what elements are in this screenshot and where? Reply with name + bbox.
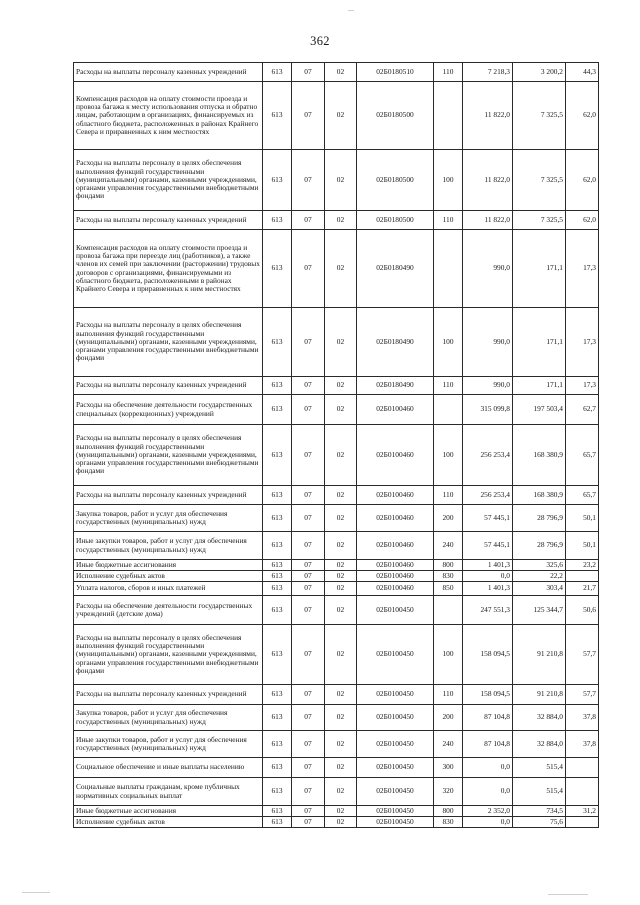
cell-description: Расходы на выплаты персоналу в целях обеспечения выполнения функций государственными (муниципальными) органами, казенными учреждениями, органами управления государственными внебюджетными фондами [74,425,263,486]
cell-expense-kind: 800 [434,560,463,571]
cell-subsection: 02 [325,150,357,211]
cell-actual-amount: 91 210,8 [513,685,566,705]
table-row [74,596,599,625]
cell-target-article: 02Б0180490 [357,377,434,395]
cell-target-article: 02Б0180490 [357,308,434,377]
cell-actual-amount: 171,1 [513,230,566,308]
table-row [74,685,599,705]
cell-ministry-code: 613 [263,806,292,817]
cell-ministry-code: 613 [263,308,292,377]
cell-planned-amount: 7 218,3 [463,63,513,82]
cell-target-article: 02Б0100450 [357,596,434,625]
cell-planned-amount: 0,0 [463,778,513,806]
cell-target-article: 02Б0100460 [357,560,434,571]
cell-target-article: 02Б0100450 [357,758,434,778]
cell-subsection: 02 [325,395,357,425]
cell-target-article: 02Б0100450 [357,731,434,758]
cell-section: 07 [292,731,325,758]
cell-expense-kind: 300 [434,758,463,778]
cell-target-article: 02Б0180500 [357,150,434,211]
cell-ministry-code: 613 [263,705,292,731]
cell-section: 07 [292,82,325,150]
cell-section: 07 [292,211,325,230]
cell-actual-amount: 325,6 [513,560,566,571]
cell-section: 07 [292,758,325,778]
cell-section: 07 [292,625,325,685]
table-row [74,377,599,395]
cell-execution-percent: 21,7 [566,582,599,596]
cell-subsection: 02 [325,63,357,82]
cell-expense-kind [434,82,463,150]
cell-target-article: 02Б0100460 [357,505,434,532]
cell-description: Иные закупки товаров, работ и услуг для обеспечения государственных (муниципальных) нужд [74,532,263,560]
cell-expense-kind: 830 [434,817,463,828]
cell-subsection: 02 [325,425,357,486]
cell-target-article: 02Б0100460 [357,582,434,596]
cell-description: Исполнение судебных актов [74,571,263,582]
page-number: 362 [310,34,330,48]
cell-ministry-code: 613 [263,778,292,806]
cell-target-article: 02Б0100460 [357,571,434,582]
cell-description: Закупка товаров, работ и услуг для обеспечения государственных (муниципальных) нужд [74,505,263,532]
cell-description: Расходы на выплаты персоналу казенных учреждений [74,211,263,230]
cell-execution-percent: 37,8 [566,705,599,731]
cell-expense-kind: 110 [434,685,463,705]
cell-section: 07 [292,532,325,560]
scan-artifact [22,892,50,893]
cell-section: 07 [292,395,325,425]
cell-target-article: 02Б0180510 [357,63,434,82]
cell-subsection: 02 [325,731,357,758]
cell-planned-amount: 57 445,1 [463,505,513,532]
table-row [74,817,599,828]
cell-execution-percent: 62,0 [566,150,599,211]
cell-expense-kind: 110 [434,63,463,82]
cell-actual-amount: 168 380,9 [513,425,566,486]
cell-subsection: 02 [325,82,357,150]
cell-section: 07 [292,230,325,308]
cell-description: Расходы на выплаты персоналу в целях обеспечения выполнения функций государственными (муниципальными) органами, казенными учреждениями, органами управления государственными внебюджетными фондами [74,150,263,211]
cell-ministry-code: 613 [263,82,292,150]
cell-subsection: 02 [325,211,357,230]
cell-target-article: 02Б0180490 [357,230,434,308]
cell-actual-amount: 7 325,5 [513,150,566,211]
cell-subsection: 02 [325,377,357,395]
cell-expense-kind: 100 [434,308,463,377]
table-row [74,211,599,230]
cell-subsection: 02 [325,705,357,731]
cell-ministry-code: 613 [263,63,292,82]
cell-subsection: 02 [325,532,357,560]
cell-ministry-code: 613 [263,532,292,560]
cell-expense-kind: 100 [434,425,463,486]
cell-subsection: 02 [325,486,357,505]
cell-actual-amount: 515,4 [513,758,566,778]
cell-planned-amount: 1 401,3 [463,582,513,596]
cell-execution-percent: 44,3 [566,63,599,82]
cell-actual-amount: 171,1 [513,377,566,395]
cell-execution-percent [566,778,599,806]
cell-execution-percent: 17,3 [566,377,599,395]
table-row [74,505,599,532]
cell-execution-percent: 17,3 [566,230,599,308]
cell-section: 07 [292,571,325,582]
table-row [74,582,599,596]
cell-actual-amount: 32 884,0 [513,731,566,758]
cell-ministry-code: 613 [263,395,292,425]
cell-planned-amount: 158 094,5 [463,685,513,705]
cell-description: Расходы на выплаты персоналу казенных учреждений [74,63,263,82]
cell-description: Расходы на выплаты персоналу в целях обеспечения выполнения функций государственными (муниципальными) органами, казенными учреждениями, органами управления государственными внебюджетными фондами [74,625,263,685]
cell-expense-kind: 100 [434,150,463,211]
cell-actual-amount: 28 796,9 [513,505,566,532]
cell-ministry-code: 613 [263,505,292,532]
cell-execution-percent: 50,1 [566,505,599,532]
cell-ministry-code: 613 [263,377,292,395]
cell-execution-percent: 65,7 [566,425,599,486]
cell-subsection: 02 [325,571,357,582]
table-row [74,63,599,82]
cell-execution-percent: 23,2 [566,560,599,571]
scan-artifact [548,894,588,895]
cell-actual-amount: 91 210,8 [513,625,566,685]
cell-planned-amount: 57 445,1 [463,532,513,560]
cell-section: 07 [292,486,325,505]
cell-ministry-code: 613 [263,150,292,211]
cell-actual-amount: 171,1 [513,308,566,377]
cell-description: Уплата налогов, сборов и иных платежей [74,582,263,596]
cell-subsection: 02 [325,778,357,806]
cell-actual-amount: 75,6 [513,817,566,828]
cell-execution-percent: 62,7 [566,395,599,425]
cell-expense-kind: 110 [434,211,463,230]
cell-subsection: 02 [325,596,357,625]
cell-section: 07 [292,596,325,625]
table-row [74,150,599,211]
cell-planned-amount: 0,0 [463,817,513,828]
cell-execution-percent: 57,7 [566,685,599,705]
cell-expense-kind [434,230,463,308]
cell-target-article: 02Б0100460 [357,486,434,505]
cell-planned-amount: 990,0 [463,230,513,308]
cell-subsection: 02 [325,308,357,377]
table-row [74,230,599,308]
cell-execution-percent [566,817,599,828]
cell-description: Расходы на обеспечение деятельности государственных учреждений (детские дома) [74,596,263,625]
cell-execution-percent: 50,1 [566,532,599,560]
cell-ministry-code: 613 [263,560,292,571]
cell-planned-amount: 87 104,8 [463,705,513,731]
cell-subsection: 02 [325,817,357,828]
cell-section: 07 [292,150,325,211]
cell-planned-amount: 990,0 [463,377,513,395]
table-row [74,308,599,377]
cell-ministry-code: 613 [263,685,292,705]
cell-subsection: 02 [325,505,357,532]
cell-description: Расходы на обеспечение деятельности государственных специальных (коррекционных) учреждений [74,395,263,425]
cell-target-article: 02Б0100450 [357,778,434,806]
cell-ministry-code: 613 [263,817,292,828]
cell-actual-amount: 734,5 [513,806,566,817]
table-row [74,532,599,560]
cell-planned-amount: 158 094,5 [463,625,513,685]
cell-section: 07 [292,63,325,82]
cell-expense-kind: 200 [434,505,463,532]
cell-target-article: 02Б0100460 [357,425,434,486]
cell-expense-kind: 800 [434,806,463,817]
cell-ministry-code: 613 [263,425,292,486]
cell-description: Иные бюджетные ассигнования [74,806,263,817]
cell-ministry-code: 613 [263,731,292,758]
cell-execution-percent: 37,8 [566,731,599,758]
cell-target-article: 02Б0100450 [357,625,434,685]
cell-execution-percent [566,758,599,778]
cell-actual-amount: 125 344,7 [513,596,566,625]
cell-description: Расходы на выплаты персоналу казенных учреждений [74,685,263,705]
cell-description: Расходы на выплаты персоналу в целях обеспечения выполнения функций государственными (муниципальными) органами, казенными учреждениями, органами управления государственными внебюджетными фондами [74,308,263,377]
cell-execution-percent: 62,0 [566,211,599,230]
scan-artifact [348,10,354,11]
cell-ministry-code: 613 [263,758,292,778]
cell-section: 07 [292,425,325,486]
cell-description: Иные закупки товаров, работ и услуг для обеспечения государственных (муниципальных) нужд [74,731,263,758]
cell-section: 07 [292,778,325,806]
table-row [74,731,599,758]
cell-section: 07 [292,685,325,705]
cell-expense-kind: 240 [434,731,463,758]
cell-planned-amount: 0,0 [463,758,513,778]
table-row [74,395,599,425]
cell-section: 07 [292,705,325,731]
cell-ministry-code: 613 [263,582,292,596]
cell-expense-kind: 110 [434,377,463,395]
cell-subsection: 02 [325,806,357,817]
cell-subsection: 02 [325,625,357,685]
cell-planned-amount: 11 822,0 [463,150,513,211]
table-row [74,625,599,685]
cell-actual-amount: 3 200,2 [513,63,566,82]
cell-expense-kind: 200 [434,705,463,731]
cell-target-article: 02Б0100460 [357,395,434,425]
cell-ministry-code: 613 [263,571,292,582]
cell-expense-kind [434,596,463,625]
cell-description: Закупка товаров, работ и услуг для обеспечения государственных (муниципальных) нужд [74,705,263,731]
table-row [74,486,599,505]
cell-ministry-code: 613 [263,625,292,685]
table-row [74,806,599,817]
cell-ministry-code: 613 [263,211,292,230]
cell-description: Компенсация расходов на оплату стоимости проезда и провоза багажа к месту использования отпуска и обратно лицам, работающим в организациях, финансируемых из областного бюджета, расположенных в районах Крайнего Севера и приравненных к ним местностях [74,82,263,150]
cell-ministry-code: 613 [263,230,292,308]
cell-target-article: 02Б0100450 [357,705,434,731]
cell-actual-amount: 28 796,9 [513,532,566,560]
cell-subsection: 02 [325,582,357,596]
cell-actual-amount: 32 884,0 [513,705,566,731]
cell-planned-amount: 2 352,0 [463,806,513,817]
cell-description: Расходы на выплаты персоналу казенных учреждений [74,377,263,395]
cell-ministry-code: 613 [263,596,292,625]
cell-expense-kind: 240 [434,532,463,560]
cell-execution-percent: 62,0 [566,82,599,150]
cell-planned-amount: 256 253,4 [463,425,513,486]
table-row [74,705,599,731]
table-row [74,82,599,150]
cell-actual-amount: 168 380,9 [513,486,566,505]
cell-section: 07 [292,560,325,571]
table-row [74,778,599,806]
table-row [74,571,599,582]
cell-planned-amount: 247 551,3 [463,596,513,625]
cell-description: Расходы на выплаты персоналу казенных учреждений [74,486,263,505]
cell-execution-percent: 17,3 [566,308,599,377]
cell-planned-amount: 315 099,8 [463,395,513,425]
cell-target-article: 02Б0100450 [357,806,434,817]
cell-expense-kind: 850 [434,582,463,596]
cell-execution-percent: 65,7 [566,486,599,505]
cell-expense-kind: 110 [434,486,463,505]
cell-planned-amount: 87 104,8 [463,731,513,758]
cell-description: Исполнение судебных актов [74,817,263,828]
cell-planned-amount: 0,0 [463,571,513,582]
cell-description: Компенсация расходов на оплату стоимости проезда и провоза багажа при переезде лиц (работников), а также членов их семей при заключении (расторжении) трудовых договоров с организациями, финансируемыми из областного бюджета, расположенными в районах Крайнего Севера и приравненных к ним местностях [74,230,263,308]
cell-actual-amount: 303,4 [513,582,566,596]
cell-planned-amount: 256 253,4 [463,486,513,505]
cell-target-article: 02Б0100450 [357,817,434,828]
cell-description: Иные бюджетные ассигнования [74,560,263,571]
cell-target-article: 02Б0180500 [357,82,434,150]
cell-expense-kind: 100 [434,625,463,685]
cell-actual-amount: 197 503,4 [513,395,566,425]
cell-description: Социальные выплаты гражданам, кроме публичных нормативных социальных выплат [74,778,263,806]
cell-section: 07 [292,505,325,532]
cell-subsection: 02 [325,560,357,571]
table-body [74,63,599,828]
cell-expense-kind: 320 [434,778,463,806]
table-row [74,560,599,571]
cell-actual-amount: 515,4 [513,778,566,806]
cell-expense-kind [434,395,463,425]
table-row [74,758,599,778]
cell-planned-amount: 1 401,3 [463,560,513,571]
cell-target-article: 02Б0100450 [357,685,434,705]
budget-table [73,62,599,828]
cell-subsection: 02 [325,230,357,308]
cell-planned-amount: 990,0 [463,308,513,377]
cell-expense-kind: 830 [434,571,463,582]
cell-execution-percent [566,571,599,582]
cell-actual-amount: 22,2 [513,571,566,582]
cell-section: 07 [292,582,325,596]
cell-section: 07 [292,308,325,377]
cell-execution-percent: 57,7 [566,625,599,685]
cell-section: 07 [292,806,325,817]
cell-actual-amount: 7 325,5 [513,82,566,150]
table-row [74,425,599,486]
cell-target-article: 02Б0180500 [357,211,434,230]
cell-execution-percent: 31,2 [566,806,599,817]
cell-description: Социальное обеспечение и иные выплаты населению [74,758,263,778]
cell-planned-amount: 11 822,0 [463,82,513,150]
cell-actual-amount: 7 325,5 [513,211,566,230]
cell-section: 07 [292,377,325,395]
cell-section: 07 [292,817,325,828]
cell-target-article: 02Б0100460 [357,532,434,560]
cell-subsection: 02 [325,758,357,778]
cell-planned-amount: 11 822,0 [463,211,513,230]
cell-subsection: 02 [325,685,357,705]
cell-ministry-code: 613 [263,486,292,505]
cell-execution-percent: 50,6 [566,596,599,625]
